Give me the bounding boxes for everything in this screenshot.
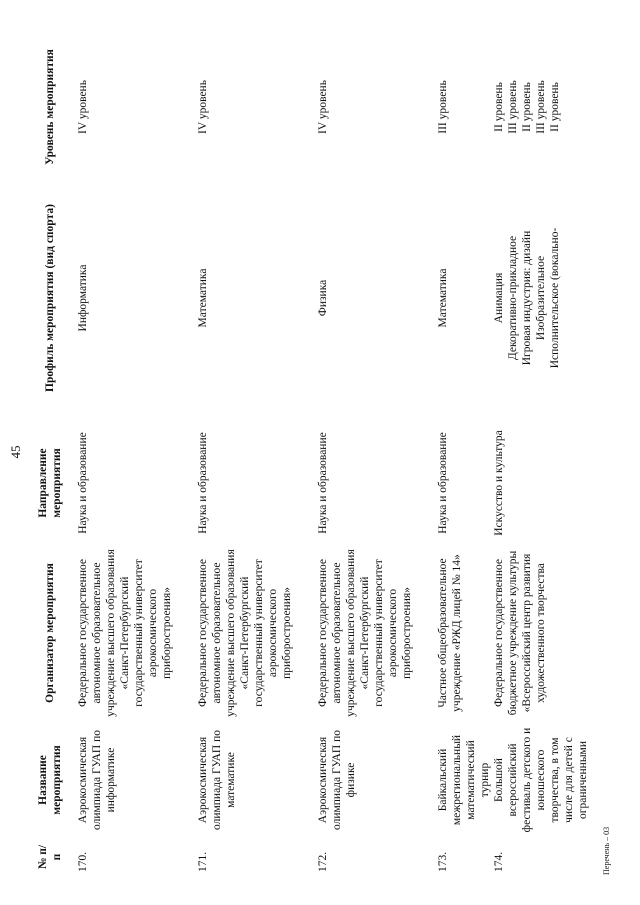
profile-item: Игровая индустрия: дизайн [521, 230, 533, 366]
header-num: № п/п [37, 844, 63, 870]
row-organizer: Федеральное государственное автономное образовательное учреждение высшего образования «Санкт-Петербургский государственный университет аэрокосмического приборостроения» [317, 549, 413, 717]
profile-item: Исполнительское (вокально- [549, 227, 561, 369]
row-organizer: Федеральное государственное автономное образовательное учреждение высшего образования «Санкт-Петербургский государственный университет аэрокосмического приборостроения» [197, 549, 293, 717]
row-direction: Наука и образование [77, 432, 89, 534]
header-profile: Профиль мероприятия (вид спорта) [44, 204, 56, 392]
page-number: 45 [8, 445, 23, 459]
level-item: IV уровень [77, 80, 89, 134]
level-item: III уровень [535, 80, 547, 134]
level-item: III уровень [437, 80, 449, 134]
row-profile [316, 175, 436, 421]
table-row [492, 39, 590, 875]
row-organizer: Федеральное государственное автономное образовательное учреждение высшего образования «Санкт-Петербургский государственный университет аэрокосмического приборостроения» [77, 549, 173, 717]
level-item: II уровень [521, 82, 533, 132]
row-num: 174. [493, 851, 505, 872]
row-name: Байкальский межрегиональный математический турнир [437, 734, 491, 826]
header-name: Название мероприятия [37, 745, 63, 815]
row-organizer: Федеральное государственное бюджетное учреждение культуры «Всероссийский центр развития художественного творчества [493, 550, 547, 716]
row-direction: Наука и образование [197, 432, 209, 534]
table-row [436, 39, 492, 875]
row-profile [492, 175, 590, 421]
footer-note: Перечень – 03 [602, 826, 611, 875]
table-row [196, 39, 316, 875]
level-item: III уровень [507, 80, 519, 134]
row-num: 171. [197, 851, 209, 872]
row-profile [196, 175, 316, 421]
header-direction: Направление мероприятия [37, 448, 63, 518]
level-item: II уровень [549, 82, 561, 132]
events-table [24, 39, 590, 875]
header-level: Уровень мероприятия [44, 49, 56, 165]
row-name: Аэрокосмическая олимпиада ГУАП по информатике [77, 730, 117, 830]
row-level [316, 39, 436, 175]
row-num: 172. [317, 851, 329, 872]
profile-item: Декоративно-прикладное [507, 235, 519, 361]
table-row [316, 39, 436, 875]
profile-item: Анимация [493, 272, 505, 324]
profile-item: Математика [437, 268, 449, 328]
row-profile [76, 175, 196, 421]
table-header-row [24, 39, 76, 875]
row-level [196, 39, 316, 175]
row-profile [436, 175, 492, 421]
profile-item: Информатика [77, 264, 89, 332]
profile-item: Физика [317, 279, 329, 317]
row-name: Большой всероссийский фестиваль детского и юношеского творчества, в том числе для детей с ограниченными [493, 727, 589, 833]
table-row [76, 39, 196, 875]
level-item: II уровень [493, 82, 505, 132]
row-name: Аэрокосмическая олимпиада ГУАП по математике [197, 730, 237, 830]
row-level [76, 39, 196, 175]
row-num: 173. [437, 851, 449, 872]
row-level [492, 39, 590, 175]
row-organizer: Частное общеобразовательное учреждение «РЖД лицей № 14» [437, 554, 463, 712]
level-item: IV уровень [197, 80, 209, 134]
row-direction: Наука и образование [437, 432, 449, 534]
header-organizer: Организатор мероприятия [44, 563, 56, 703]
row-level [436, 39, 492, 175]
profile-item: Математика [197, 268, 209, 328]
row-name: Аэрокосмическая олимпиада ГУАП по физике [317, 730, 357, 830]
row-direction: Наука и образование [317, 432, 329, 534]
level-item: IV уровень [317, 80, 329, 134]
profile-item: Изобразительное [535, 255, 547, 341]
row-direction: Искусство и культура [493, 430, 505, 536]
row-num: 170. [77, 851, 89, 872]
